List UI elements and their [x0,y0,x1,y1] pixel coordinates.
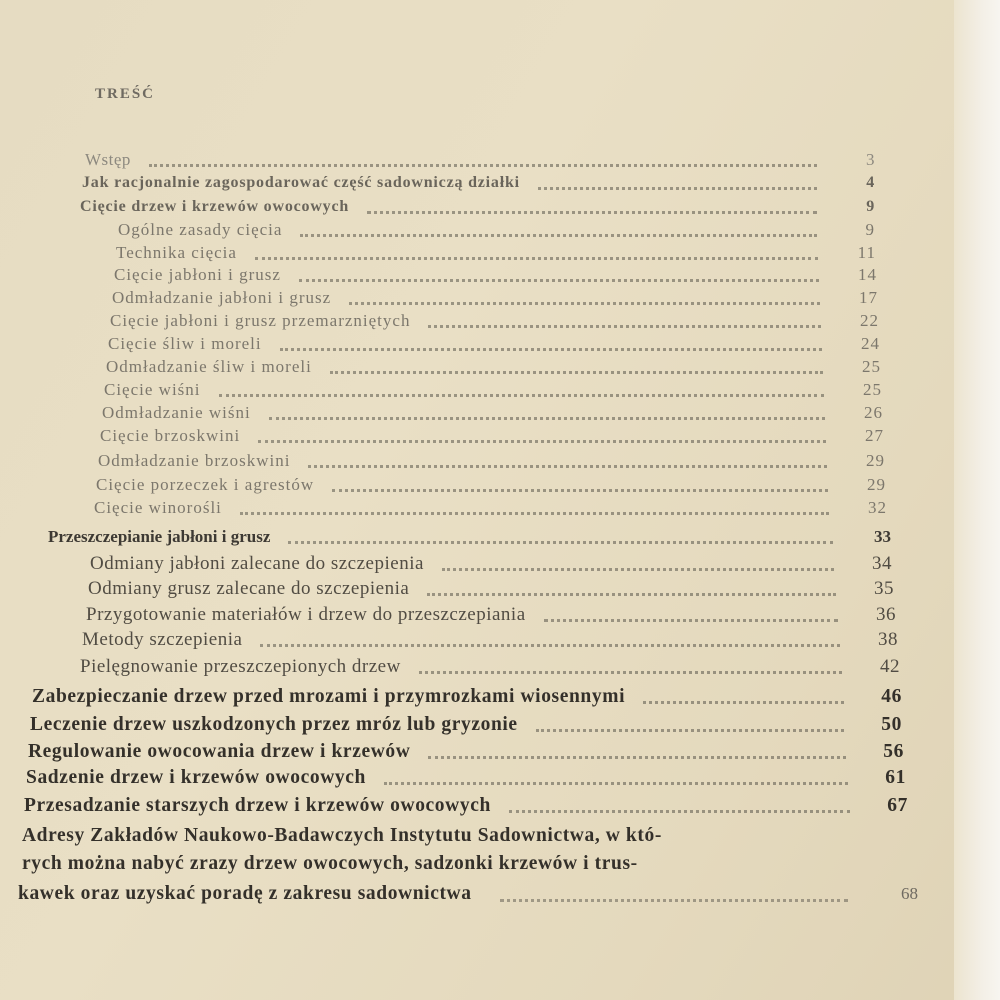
toc-entry-label: Cięcie jabłoni i grusz przemarzniętych [110,311,411,330]
toc-entry [85,150,875,170]
toc-entry-label: Cięcie śliw i moreli [108,334,262,353]
toc-entry-page: 46 [881,686,902,707]
toc-entry-page: 32 [868,498,887,517]
dot-leader [240,511,829,515]
toc-entry [48,527,891,547]
toc-entry-label: Pielęgnowanie przeszczepionych drzew [80,656,401,677]
toc-entry-label: Cięcie winorośli [94,498,222,517]
toc-entry [102,403,883,423]
toc-entry [26,767,906,789]
toc-entry [88,578,894,600]
dot-leader [538,186,817,190]
toc-entry-page: 25 [862,357,881,376]
toc-entry-label: Leczenie drzew uszkodzonych przez mróz lub gryzonie [30,714,518,735]
toc-entry-page: 17 [859,288,878,307]
toc-entry-label: Odmładzanie śliw i moreli [106,357,312,376]
toc-entry [24,795,908,817]
dot-leader [308,464,827,468]
toc-final-line-2: rych można nabyć zrazy drzew owocowych, sadzonki krzewów i trus- [22,853,638,874]
dot-leader [428,755,846,759]
page-edge [954,0,1000,1000]
dot-leader [219,393,824,397]
toc-entry-page: 29 [866,451,885,470]
toc-entry-page: 34 [872,553,892,574]
toc-entry-page: 35 [874,578,894,599]
toc-entry-label: Ogólne zasady cięcia [118,220,283,239]
toc-entry-page: 61 [885,767,906,788]
toc-entry [90,553,892,575]
dot-leader [269,416,825,420]
toc-entry [80,198,875,216]
toc-entry [86,604,896,626]
toc-entry-label: Sadzenie drzew i krzewów owocowych [26,767,366,788]
dot-leader [536,728,844,732]
toc-entry-label: Cięcie porzeczek i agrestów [96,475,315,494]
toc-entry-page: 11 [857,243,876,262]
toc-entry [98,451,885,471]
dot-leader [149,163,817,167]
toc-entry [114,265,877,285]
dot-leader [349,301,820,305]
toc-entry-label: Przygotowanie materiałów i drzew do przeszczepiania [86,604,526,625]
toc-entry [82,629,898,651]
toc-entry-label: Odmładzanie jabłoni i grusz [112,288,332,307]
dot-leader [367,210,817,214]
dot-leader [280,347,822,351]
dot-leader [255,256,818,260]
dot-leader [332,488,828,492]
toc-final-line-3: kawek oraz uzyskać poradę z zakresu sadownictwa [18,883,472,904]
toc-entry-label: Cięcie brzoskwini [100,426,241,445]
toc-entry-page: 50 [881,714,902,735]
dot-leader [288,540,833,544]
dot-leader [428,324,821,328]
toc-final-page: 68 [901,884,918,903]
toc-entry-page: 9 [866,198,875,215]
toc-entry-page: 38 [878,629,898,650]
dot-leader [442,567,834,571]
toc-entry [112,288,878,308]
toc-entry-page: 24 [861,334,880,353]
toc-entry [94,498,887,518]
toc-entry-page: 42 [880,656,900,677]
dot-leader [544,618,838,622]
toc-entry-page: 14 [858,265,877,284]
toc-entry-label: Przesadzanie starszych drzew i krzewów owocowych [24,795,491,816]
toc-final-line-1: Adresy Zakładów Naukowo-Badawczych Instytutu Sadownictwa, w któ- [22,825,662,846]
toc-entry-page: 4 [866,174,875,191]
toc-entry [108,334,880,354]
toc-entry [30,714,902,736]
dot-leader [384,781,848,785]
toc-entry-label: Metody szczepienia [82,629,243,650]
toc-entry-label: Technika cięcia [116,243,237,262]
toc-entry-label: Jak racjonalnie zagospodarować część sadowniczą działki [82,174,520,191]
toc-entry-page: 56 [883,741,904,762]
dot-leader [427,592,836,596]
dot-leader [643,700,844,704]
toc-entry-label: Regulowanie owocowania drzew i krzewów [28,741,411,762]
toc-entry [82,174,875,192]
toc-entry-label: Odmiany jabłoni zalecane do szczepienia [90,553,424,574]
dot-leader [299,278,819,282]
toc-entry [80,656,900,678]
dot-leader [330,370,823,374]
toc-entry [110,311,879,331]
toc-entry [106,357,881,377]
toc-entry-label: Odmładzanie wiśni [102,403,251,422]
toc-entry-page: 36 [876,604,896,625]
dot-leader [258,439,826,443]
toc-entry-label: Odmiany grusz zalecane do szczepienia [88,578,410,599]
toc-entry [118,220,875,240]
toc-entry [96,475,886,495]
toc-entry-page: 33 [874,527,891,546]
toc-entry-page: 29 [867,475,886,494]
toc-entry-page: 25 [863,380,882,399]
toc-entry-page: 3 [866,150,875,169]
toc-entry-label: Cięcie drzew i krzewów owocowych [80,198,350,215]
toc-entry [28,741,904,763]
dot-leader [300,233,817,237]
toc-entry-label: Cięcie jabłoni i grusz [114,265,281,284]
toc-entry [116,243,876,263]
toc-final-entry [22,822,662,878]
dot-leader [260,643,840,647]
toc-title: TREŚĆ [95,86,156,102]
toc-entry-label: Zabezpieczanie drzew przed mrozami i przymrozkami wiosennymi [32,686,626,707]
toc-entry-label: Cięcie wiśni [104,380,201,399]
dot-leader [419,670,842,674]
dot-leader [509,809,850,813]
toc-entry-label: Wstęp [85,150,131,169]
toc-final-last-row [18,880,918,908]
toc-entry-page: 27 [865,426,884,445]
toc-entry-label: Przeszczepianie jabłoni i grusz [48,527,271,546]
toc-entry-page: 67 [887,795,908,816]
toc-entry [104,380,882,400]
toc-entry-page: 22 [860,311,879,330]
toc-entry-page: 26 [864,403,883,422]
toc-entry [32,686,902,708]
toc-entry-page: 9 [865,220,875,239]
dot-leader [500,899,848,902]
toc-entry [100,426,884,446]
toc-entry-label: Odmładzanie brzoskwini [98,451,291,470]
